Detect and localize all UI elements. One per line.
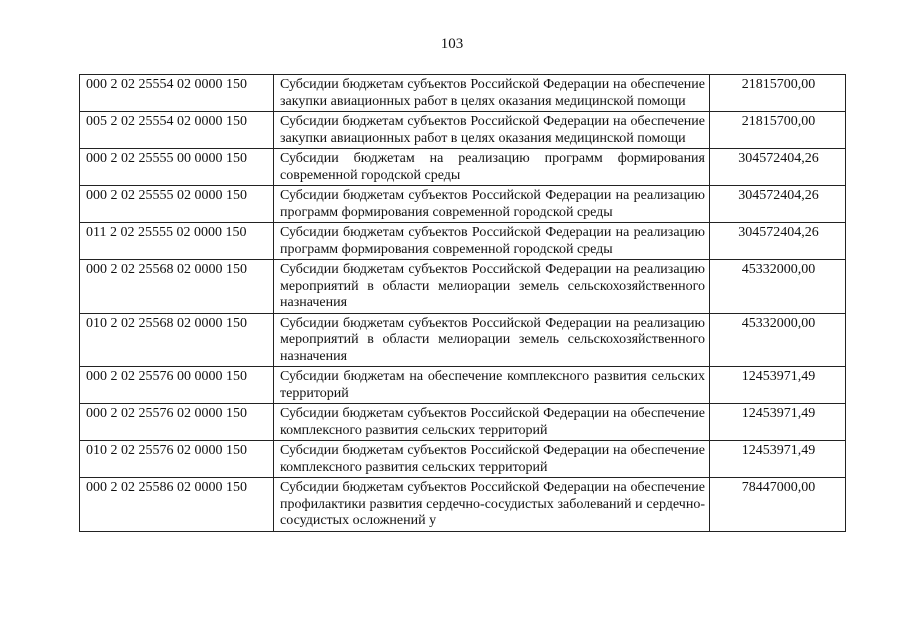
table-row bbox=[80, 441, 846, 478]
budget-code: 011 2 02 25555 02 0000 150 bbox=[80, 223, 274, 260]
income-name: Субсидии бюджетам субъектов Российской Федерации на обеспечение комплексного развития сельских территорий bbox=[274, 441, 710, 478]
table-row bbox=[80, 367, 846, 404]
amount: 45332000,00 bbox=[710, 260, 846, 314]
income-name: Субсидии бюджетам субъектов Российской Федерации на обеспечение закупки авиационных работ в целях оказания медицинской помощи bbox=[274, 75, 710, 112]
amount: 304572404,26 bbox=[710, 186, 846, 223]
budget-code: 010 2 02 25576 02 0000 150 bbox=[80, 441, 274, 478]
income-name: Субсидии бюджетам субъектов Российской Федерации на обеспечение комплексного развития сельских территорий bbox=[274, 404, 710, 441]
table-row bbox=[80, 149, 846, 186]
income-name: Субсидии бюджетам субъектов Российской Федерации на обеспечение профилактики развития сердечно-сосудистых заболеваний и сердечно-сосудистых осложнений у bbox=[274, 478, 710, 532]
amount: 12453971,49 bbox=[710, 404, 846, 441]
amount: 12453971,49 bbox=[710, 367, 846, 404]
budget-code: 000 2 02 25576 00 0000 150 bbox=[80, 367, 274, 404]
income-name: Субсидии бюджетам на реализацию программ формирования современной городской среды bbox=[274, 149, 710, 186]
income-name: Субсидии бюджетам субъектов Российской Федерации на реализацию мероприятий в области мелиорации земель сельскохозяйственного назначения bbox=[274, 260, 710, 314]
budget-code: 000 2 02 25555 02 0000 150 bbox=[80, 186, 274, 223]
budget-code: 000 2 02 25576 02 0000 150 bbox=[80, 404, 274, 441]
budget-code: 000 2 02 25555 00 0000 150 bbox=[80, 149, 274, 186]
table-row bbox=[80, 313, 846, 367]
income-name: Субсидии бюджетам субъектов Российской Федерации на реализацию программ формирования современной городской среды bbox=[274, 223, 710, 260]
amount: 12453971,49 bbox=[710, 441, 846, 478]
income-name: Субсидии бюджетам на обеспечение комплексного развития сельских территорий bbox=[274, 367, 710, 404]
table-row bbox=[80, 75, 846, 112]
budget-code: 005 2 02 25554 02 0000 150 bbox=[80, 112, 274, 149]
budget-code: 000 2 02 25586 02 0000 150 bbox=[80, 478, 274, 532]
table-row bbox=[80, 260, 846, 314]
table-row bbox=[80, 112, 846, 149]
amount: 304572404,26 bbox=[710, 149, 846, 186]
table-row bbox=[80, 223, 846, 260]
table-row bbox=[80, 186, 846, 223]
amount: 304572404,26 bbox=[710, 223, 846, 260]
budget-code: 000 2 02 25554 02 0000 150 bbox=[80, 75, 274, 112]
amount: 45332000,00 bbox=[710, 313, 846, 367]
amount: 21815700,00 bbox=[710, 112, 846, 149]
table-row bbox=[80, 478, 846, 532]
budget-table bbox=[79, 74, 846, 532]
income-name: Субсидии бюджетам субъектов Российской Федерации на реализацию мероприятий в области мелиорации земель сельскохозяйственного назначения bbox=[274, 313, 710, 367]
page-number: 103 bbox=[440, 36, 464, 52]
budget-code: 010 2 02 25568 02 0000 150 bbox=[80, 313, 274, 367]
income-name: Субсидии бюджетам субъектов Российской Федерации на обеспечение закупки авиационных работ в целях оказания медицинской помощи bbox=[274, 112, 710, 149]
amount: 78447000,00 bbox=[710, 478, 846, 532]
table-row bbox=[80, 404, 846, 441]
budget-code: 000 2 02 25568 02 0000 150 bbox=[80, 260, 274, 314]
amount: 21815700,00 bbox=[710, 75, 846, 112]
income-name: Субсидии бюджетам субъектов Российской Федерации на реализацию программ формирования современной городской среды bbox=[274, 186, 710, 223]
